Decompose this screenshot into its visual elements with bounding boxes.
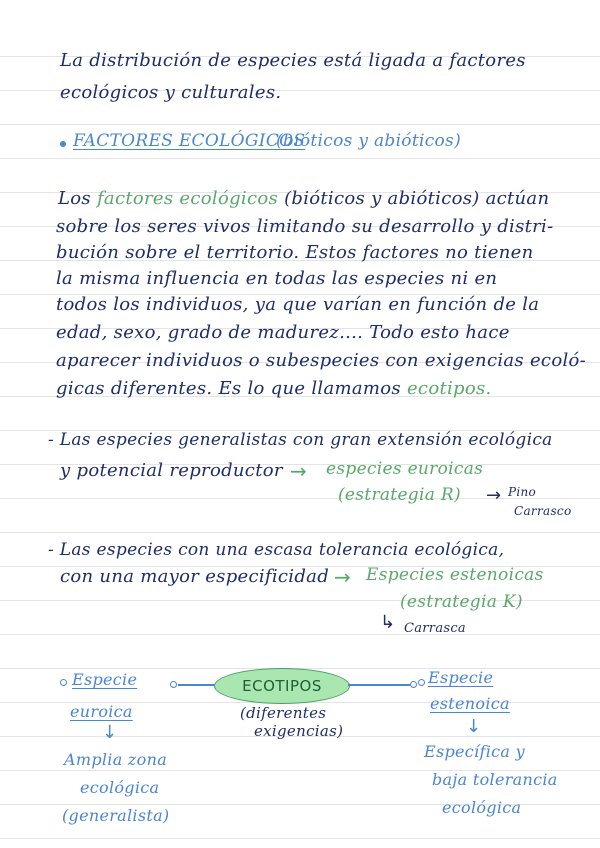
section-title: FACTORES ECOLÓGICOS (73, 131, 306, 151)
left-desc-2: ecológica (80, 778, 160, 797)
bullet-ring-icon (60, 679, 67, 686)
paragraph-line-8 (56, 380, 492, 398)
arrow-right-icon: → (290, 459, 307, 483)
left-title-2: euroica (70, 702, 133, 721)
center-note-1: (diferentes (240, 704, 327, 722)
intro-line-2: ecológicos y culturales. (60, 82, 282, 103)
paragraph-line-6: edad, sexo, grado de madurez.... Todo esto hace (56, 322, 510, 343)
arrow-down-right-icon: ↳ (380, 612, 396, 633)
right-desc-3: ecológica (442, 798, 522, 817)
generalists-example-b: Carrasco (514, 504, 572, 518)
paragraph-line-3: bución sobre el territorio. Estos factores no tienen (56, 242, 534, 263)
paragraph-text: gicas diferentes. Es lo que llamamos (56, 378, 401, 399)
generalists-example-a: Pino (508, 485, 537, 499)
left-desc-1: Amplia zona (64, 750, 168, 769)
connector-line (178, 684, 216, 686)
arrow-down-icon: ↓ (102, 722, 118, 743)
left-title-1: Especie (72, 670, 138, 689)
paragraph-line-1 (58, 190, 549, 208)
connector-node-icon (170, 681, 177, 688)
specialists-line-2: con una mayor especificidad (60, 566, 330, 587)
arrow-down-icon: ↓ (466, 716, 482, 737)
arrow-right-icon: → (334, 565, 351, 589)
intro-line-1: La distribución de especies está ligada a factores (60, 50, 526, 71)
specialists-result: Especies estenoicas (366, 565, 544, 585)
generalists-line-2: y potencial reproductor (60, 460, 283, 481)
paragraph-line-7: aparecer individuos o subespecies con exigencias ecoló- (56, 350, 587, 371)
center-note-2: exigencias) (254, 722, 344, 740)
paragraph-line-5: todos los individuos, ya que varían en función de la (56, 294, 540, 315)
ecotipos-bubble: ECOTIPOS (214, 668, 350, 704)
right-desc-1: Específica y (424, 742, 525, 761)
specialists-line-1: - Las especies con una escasa tolerancia ecológica, (48, 540, 505, 560)
left-desc-3: (generalista) (62, 806, 170, 825)
generalists-strategy: (estrategia R) (338, 485, 461, 505)
paragraph-word: Los (58, 188, 91, 209)
specialists-strategy: (estrategia K) (400, 592, 523, 612)
paragraph-highlight: ecotipos. (406, 378, 492, 399)
right-title-2: estenoica (430, 694, 510, 713)
connector-node-icon (410, 681, 417, 688)
paragraph-line-2: sobre los seres vivos limitando su desarrollo y distri- (56, 216, 554, 237)
specialists-example: Carrasca (404, 621, 466, 636)
right-desc-2: baja tolerancia (432, 770, 558, 789)
paragraph-highlight: factores ecológicos (96, 188, 279, 209)
paragraph-line-4: la misma influencia en todas las especies ni en (56, 268, 498, 289)
section-subtitle: (bióticos y abióticos) (276, 131, 462, 151)
right-title-1: Especie (428, 668, 494, 687)
bullet-ring-icon (418, 679, 425, 686)
paragraph-text: (bióticos y abióticos) actúan (284, 188, 550, 209)
connector-line (348, 684, 410, 686)
bullet-icon (60, 141, 66, 147)
generalists-line-1: - Las especies generalistas con gran extensión ecológica (48, 430, 553, 450)
generalists-result: especies euroicas (326, 459, 484, 479)
arrow-right-icon: → (486, 485, 502, 506)
